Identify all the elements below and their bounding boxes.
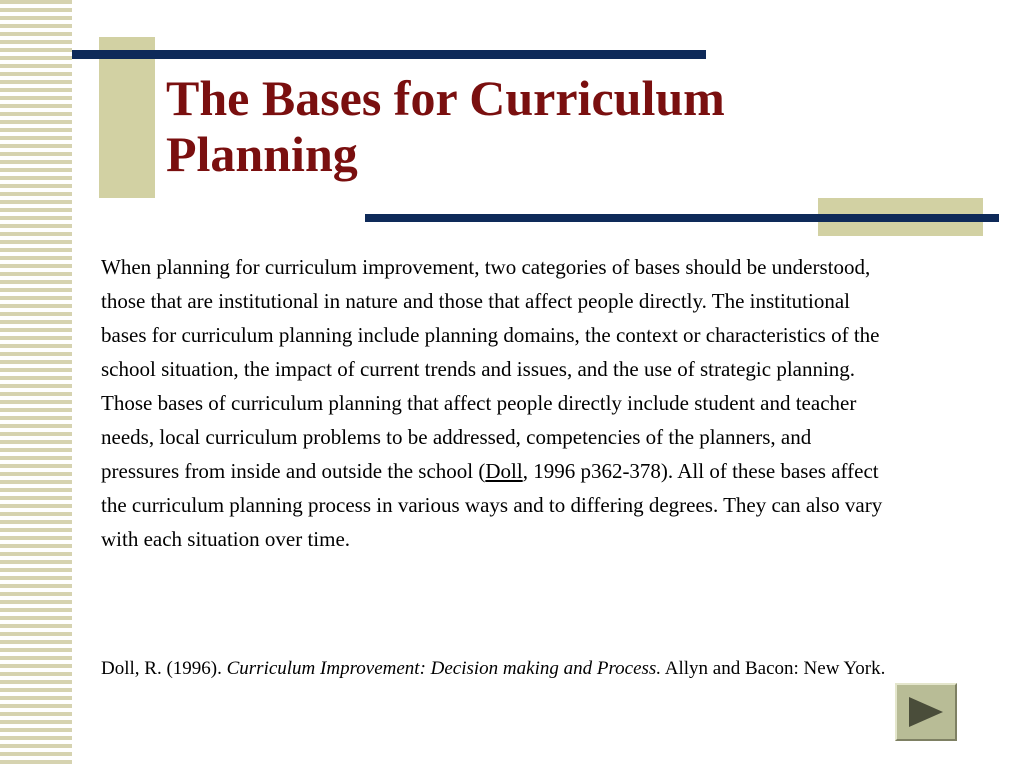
reference-book-title: Curriculum Improvement: Decision making and Process.: [226, 658, 662, 679]
title-accent-block: [99, 37, 155, 198]
doll-citation-link[interactable]: Doll: [485, 459, 523, 483]
body-paragraph: [101, 250, 891, 556]
bottom-rule: [365, 214, 999, 222]
slide-title: [166, 70, 926, 182]
play-triangle-icon: [907, 695, 945, 729]
top-rule: [72, 50, 706, 59]
slide-title-line-2: Planning: [166, 126, 358, 182]
reference-author: Doll, R. (1996).: [101, 658, 227, 679]
left-stripe-decoration: [0, 0, 72, 768]
slide-title-line-1: The Bases for Curriculum: [166, 70, 725, 126]
body-text-start: When planning for curriculum improvement, two categories of bases should be understood, those that are institutional in nature and those that affect people directly. The institutional bases for curriculum planning include planning domains, the context or characteristics of the school situation, the impact of current trends and issues, and the use of strategic planning. Those bases of curriculum planning that affect people directly include student and teacher needs, local curriculum problems to be addressed, competencies of the planners, and pressures from inside and outside the school (: [101, 255, 880, 483]
reference-publisher: Allyn and Bacon: New York.: [661, 658, 886, 679]
next-slide-button[interactable]: [895, 683, 957, 741]
body-text-end: , 1996 p362-378). All of these bases affect the curriculum planning process in various ways and to differing degrees. They can also vary with each situation over time.: [101, 459, 883, 551]
reference-citation: [101, 656, 891, 682]
